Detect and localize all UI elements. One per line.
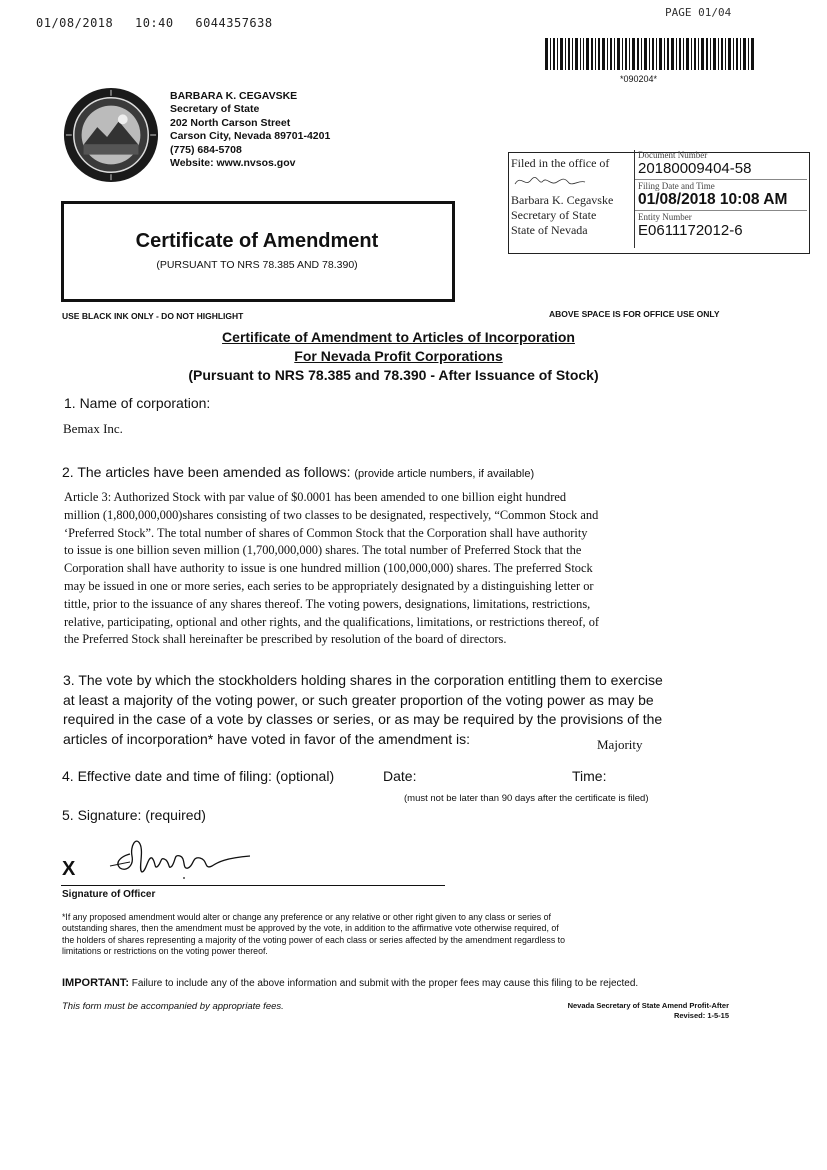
- footnote-line: limitations or restrictions on the voting power thereof.: [62, 946, 268, 957]
- barcode-number: *090204*: [620, 74, 658, 84]
- article-line: Article 3: Authorized Stock with par value of $0.0001 has been amended to one billion eight hundred: [64, 490, 567, 504]
- form-revised: Revised: 1-5-15: [673, 1011, 729, 1020]
- secretary-website: Website: www.nvsos.gov: [170, 157, 296, 170]
- secretary-of-state-block: [170, 90, 330, 170]
- q3-line: required in the case of a vote by classes or series, or as may be required by the provisions of the: [63, 711, 663, 727]
- q2-hint: (provide article numbers, if available): [354, 468, 535, 480]
- q3-line: at least a majority of the voting power, or such greater proportion of the voting power as may be: [63, 691, 654, 708]
- signer-state: State of Nevada: [511, 223, 588, 237]
- signature-x-mark: X: [62, 858, 76, 880]
- filed-in-office-column: [511, 156, 613, 238]
- fax-date: 01/08/2018: [36, 16, 114, 30]
- secretary-street: 202 North Carson Street: [170, 116, 291, 129]
- article-line: tittle, prior to the issuance of any shares thereof. The voting powers, designations, limitations, restrictions,: [64, 596, 591, 611]
- form-heading-line1: Certificate of Amendment to Articles of Incorporation: [222, 329, 575, 345]
- q3-text: [63, 671, 763, 749]
- q4-note: (must not be later than 90 days after the certificate is filed): [404, 793, 649, 804]
- article-line: relative, participating, optional and other rights, and the qualifications, limitations, or restrictions thereof, of: [64, 614, 600, 629]
- barcode-image: [545, 38, 755, 70]
- fax-header: [36, 16, 287, 30]
- form-identifier: [549, 1001, 729, 1021]
- entity-number: E0611172012-6: [638, 222, 743, 239]
- filed-label: Filed in the office of: [511, 156, 610, 170]
- q2-label: [62, 464, 534, 480]
- important-text: Failure to include any of the above information and submit with the proper fees may cause this filing to be rejected.: [129, 978, 639, 989]
- signer-title: Secretary of State: [511, 208, 597, 222]
- secretary-city: Carson City, Nevada 89701-4201: [170, 130, 331, 143]
- q2-label-text: 2. The articles have been amended as follows:: [62, 464, 351, 480]
- corporation-name: Bemax Inc.: [63, 421, 123, 436]
- fax-page-label: PAGE 01/04: [665, 6, 732, 19]
- certificate-title: Certificate of Amendment: [135, 230, 379, 252]
- article-line: Corporation shall have authority to issue is one hundred million (100,000,000) shares. The preferred Stock: [64, 561, 593, 576]
- officer-signature-image: [100, 826, 260, 884]
- footnote-line: the holders of shares representing a majority of the voting power of each class or series affected by the amendment regardless to: [62, 934, 565, 945]
- vote-answer: Majority: [597, 737, 643, 752]
- fax-time: 10:40: [134, 16, 174, 30]
- article-line: to issue is one billion seven million (1,700,000,000) shares. The total number of Preferred Stock that the: [64, 543, 582, 558]
- filing-label: Filing Date and Time: [638, 181, 715, 191]
- footnote-line: outstanding shares, then the amendment must be approved by the vote, in addition to the affirmative vote otherwise required, of: [62, 923, 559, 934]
- article-text: [64, 489, 736, 649]
- q4-label: 4. Effective date and time of filing: (optional): [62, 768, 335, 784]
- article-line: may be issued in one or more series, each series to be appropriately designated by a distinguishing letter or: [64, 578, 594, 593]
- important-label: IMPORTANT:: [62, 977, 130, 989]
- doc-number-label: Document Number: [638, 150, 708, 160]
- secretary-signature-image: [513, 172, 588, 190]
- q1-label: 1. Name of corporation:: [64, 395, 211, 411]
- important-notice: [62, 977, 638, 989]
- ink-note: USE BLACK INK ONLY - DO NOT HIGHLIGHT: [62, 311, 244, 321]
- article-line: the Preferred Stock shall hereinafter be prescribed by resolution of the board of directors.: [64, 632, 507, 647]
- secretary-title: Secretary of State: [170, 103, 260, 116]
- secretary-name: BARBARA K. CEGAVSKE: [170, 90, 298, 102]
- amendment-footnote: [62, 912, 742, 958]
- form-heading-line3: (Pursuant to NRS 78.385 and 78.390 - After Issuance of Stock): [188, 367, 599, 383]
- effective-date-label: Date:: [383, 768, 417, 784]
- signature-line: [61, 885, 445, 886]
- fax-number: 6044357638: [195, 16, 273, 30]
- signer-name: Barbara K. Cegavske: [511, 193, 614, 207]
- secretary-phone: (775) 684-5708: [170, 143, 242, 156]
- document-info-column: [634, 150, 807, 248]
- doc-number: 20180009404-58: [638, 160, 752, 177]
- office-use-note: ABOVE SPACE IS FOR OFFICE USE ONLY: [549, 309, 720, 319]
- q5-label: 5. Signature: (required): [62, 807, 206, 823]
- footnote-line: *If any proposed amendment would alter or change any preference or any relative or other right given to any class or series of: [62, 912, 551, 922]
- fees-notice: This form must be accompanied by appropriate fees.: [62, 1001, 284, 1012]
- q3-line: articles of incorporation* have voted in favor of the amendment is:: [63, 730, 470, 747]
- filing-datetime: 01/08/2018 10:08 AM: [638, 191, 788, 208]
- entity-label: Entity Number: [638, 212, 692, 222]
- form-name: Nevada Secretary of State Amend Profit-After: [567, 1001, 729, 1010]
- article-line: million (1,800,000,000)shares consisting of two classes to be designated, respectively, “Common Stock and: [64, 507, 599, 522]
- article-line: ‘Preferred Stock”. The total number of shares of Common Stock that the Corporation shall have authority: [64, 525, 588, 540]
- nevada-seal-icon: [62, 86, 160, 184]
- signature-of-officer-label: Signature of Officer: [62, 889, 156, 900]
- certificate-subtitle: (PURSUANT TO NRS 78.385 AND 78.390): [156, 259, 358, 271]
- form-heading-line2: For Nevada Profit Corporations: [294, 348, 503, 364]
- effective-time-label: Time:: [572, 768, 607, 784]
- q3-line: 3. The vote by which the stockholders holding shares in the corporation entitling them to exercise: [63, 672, 663, 688]
